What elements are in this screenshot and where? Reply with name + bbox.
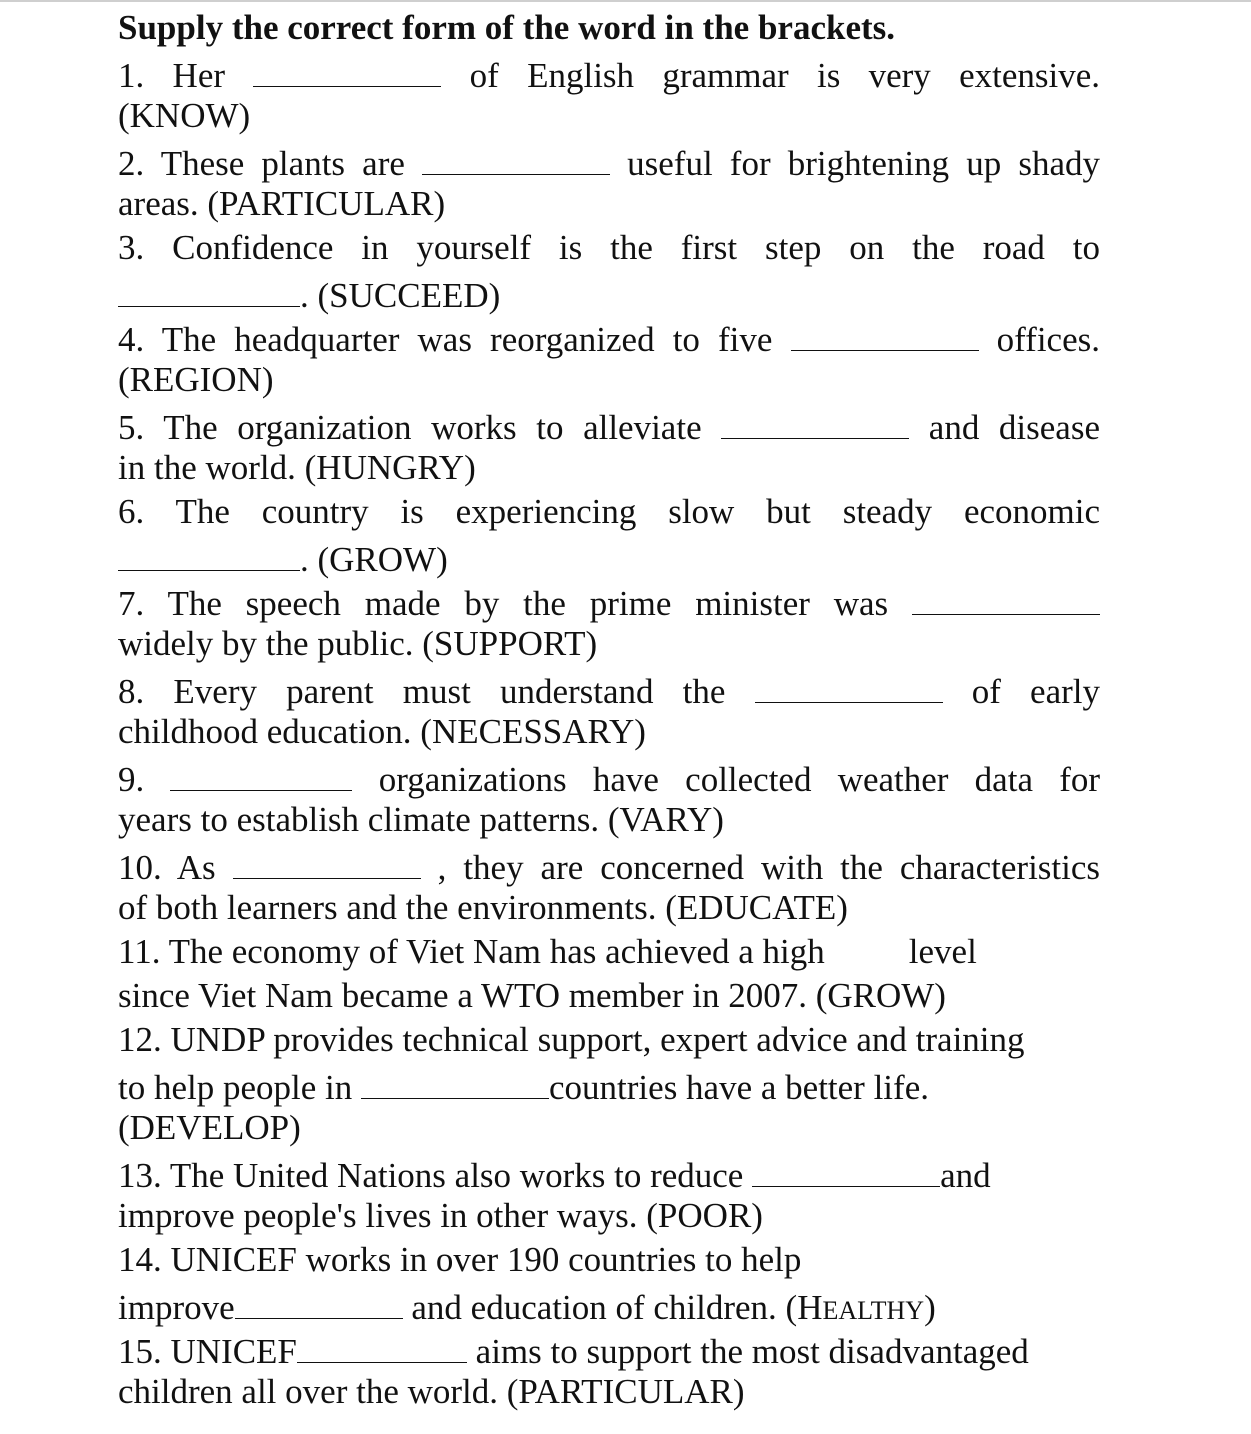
- top-rule: [0, 0, 1251, 2]
- question-9-line-2: years to establish climate patterns. (VARY): [118, 800, 724, 839]
- answer-blank-14[interactable]: [235, 1282, 403, 1319]
- question-9-line-1: 9. organizations have collected weather data for: [118, 754, 1100, 798]
- answer-blank-1[interactable]: [253, 50, 441, 87]
- answer-blank-6[interactable]: [118, 534, 300, 571]
- answer-blank-9[interactable]: [170, 754, 352, 791]
- question-11-line-1: 11. The economy of Viet Nam has achieved a high level: [118, 932, 977, 971]
- answer-blank-10[interactable]: [233, 842, 421, 879]
- question-1-line-2: (KNOW): [118, 96, 251, 135]
- question-8-line-2: childhood education. (NECESSARY): [118, 712, 646, 751]
- question-13-line-2: improve people's lives in other ways. (POOR): [118, 1196, 763, 1235]
- question-14-line-2: improve and education of children. (HEALTHY): [118, 1282, 1100, 1326]
- question-7-line-2: widely by the public. (SUPPORT): [118, 624, 598, 663]
- question-6-line-2: . (GROW): [118, 534, 1100, 578]
- answer-blank-8[interactable]: [755, 666, 943, 703]
- question-7-line-1: 7. The speech made by the prime minister was: [118, 578, 1100, 622]
- worksheet: [118, 6, 1100, 1414]
- answer-blank-5[interactable]: [721, 402, 909, 439]
- answer-blank-7[interactable]: [912, 578, 1100, 615]
- question-11-line-2: since Viet Nam became a WTO member in 2007. (GROW): [118, 976, 946, 1015]
- question-14-line-1: 14. UNICEF works in over 190 countries to help: [118, 1240, 802, 1279]
- question-12-line-1: 12. UNDP provides technical support, expert advice and training: [118, 1020, 1025, 1059]
- answer-blank-3[interactable]: [118, 270, 300, 307]
- question-4-line-2: (REGION): [118, 360, 274, 399]
- question-3-line-2: . (SUCCEED): [118, 270, 1100, 314]
- question-8-line-1: 8. Every parent must understand the of early: [118, 666, 1100, 710]
- worksheet-title: Supply the correct form of the word in the brackets.: [118, 8, 896, 47]
- question-5-line-2: in the world. (HUNGRY): [118, 448, 476, 487]
- answer-blank-15[interactable]: [297, 1326, 467, 1363]
- question-2-line-1: 2. These plants are useful for brightening up shady: [118, 138, 1100, 182]
- question-10-line-1: 10. As , they are concerned with the characteristics: [118, 842, 1100, 886]
- question-13-line-1: 13. The United Nations also works to reduce and: [118, 1150, 1100, 1194]
- question-5-line-1: 5. The organization works to alleviate and disease: [118, 402, 1100, 446]
- question-6-line-1: 6. The country is experiencing slow but steady economic: [118, 492, 1100, 531]
- question-1-line-1: 1. Her of English grammar is very extensive.: [118, 50, 1100, 94]
- answer-blank-2[interactable]: [422, 138, 610, 175]
- answer-blank-13[interactable]: [752, 1150, 940, 1187]
- question-15-line-2: children all over the world. (PARTICULAR): [118, 1372, 745, 1411]
- answer-blank-4[interactable]: [791, 314, 979, 351]
- question-12-line-3: (DEVELOP): [118, 1108, 301, 1147]
- question-10-line-2: of both learners and the environments. (EDUCATE): [118, 888, 848, 927]
- question-3-line-1: 3. Confidence in yourself is the first step on the road to: [118, 228, 1100, 267]
- question-4-line-1: 4. The headquarter was reorganized to five offices.: [118, 314, 1100, 358]
- question-12-line-2: to help people in countries have a better life.: [118, 1062, 1100, 1106]
- question-15-line-1: 15. UNICEF aims to support the most disadvantaged: [118, 1326, 1100, 1370]
- question-2-line-2: areas. (PARTICULAR): [118, 184, 446, 223]
- answer-blank-12[interactable]: [361, 1062, 549, 1099]
